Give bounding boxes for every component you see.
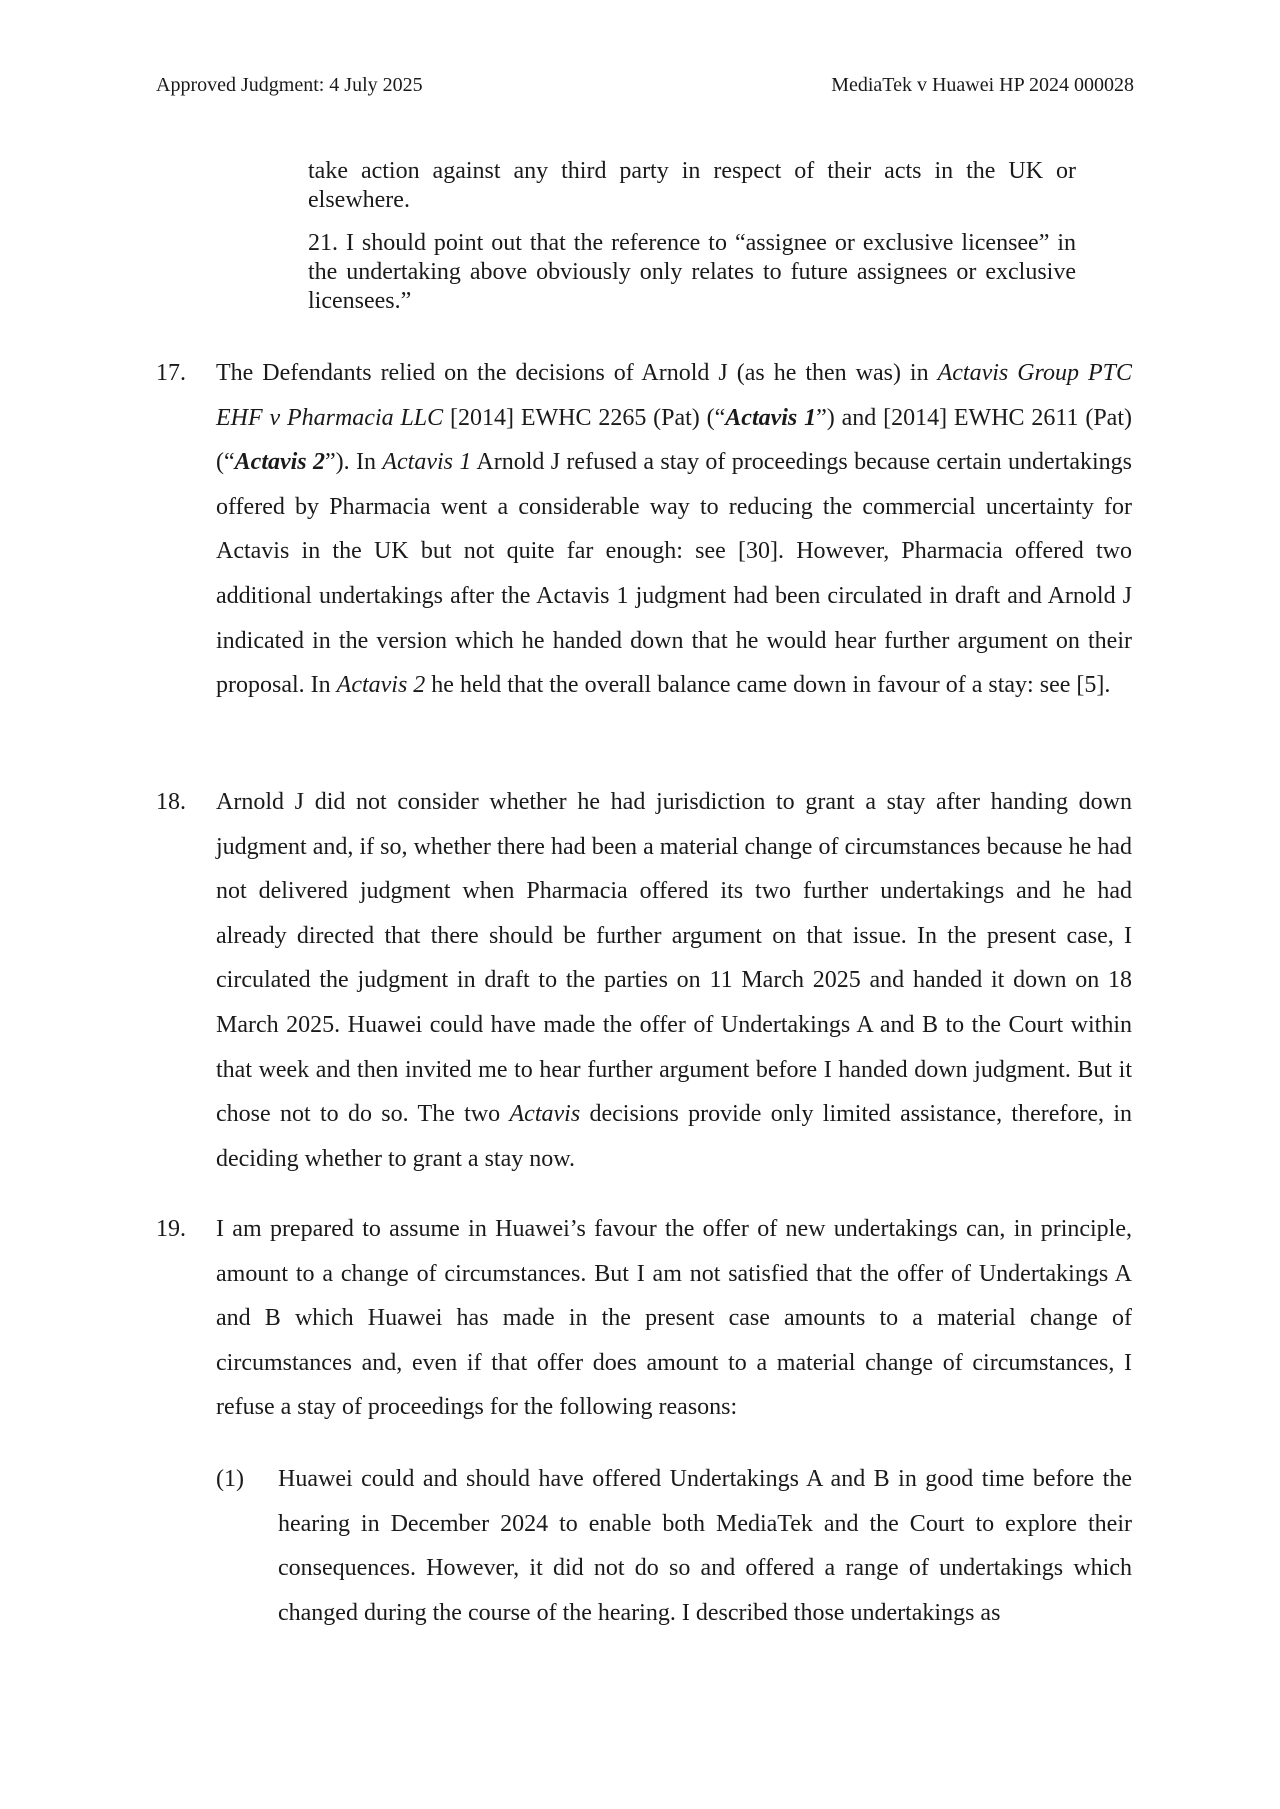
- header-judgment-date: Approved Judgment: 4 July 2025: [156, 74, 423, 96]
- text-run: decisions provide only limited assistance, therefore, in deciding whether to grant a stay now.: [216, 1101, 1132, 1172]
- paragraph-body: [216, 780, 1132, 1181]
- text-run: he held that the overall balance came down in favour of a stay: see [5].: [425, 672, 1111, 699]
- paragraph-number: 19.: [156, 1216, 186, 1242]
- sub-paragraph-1: [216, 1457, 1132, 1635]
- text-run: ”). In: [325, 449, 383, 476]
- paragraph-body: I am prepared to assume in Huawei’s favour the offer of new undertakings can, in principle, amount to a change of circumstances. But I am not satisfied that the offer of Undertakings A and B which Huawei has made in the present case amounts to a material change of circumstances and, even if that offer does amount to a material change of circumstances, I refuse a stay of proceedings for the following reasons:: [216, 1216, 1132, 1421]
- quote-paragraph-21-text: 21. I should point out that the reference to “assignee or exclusive licensee” in the undertaking above obviously only relates to future assignees or exclusive licensees.”: [308, 230, 1076, 314]
- case-name-italic: Actavis 2: [336, 672, 426, 699]
- paragraph-17: [156, 351, 1132, 708]
- text-run: [2014] EWHC 2265 (Pat) (“: [443, 404, 726, 431]
- paragraph-19: [156, 1207, 1132, 1430]
- case-name-italic: Actavis 1: [382, 449, 472, 476]
- case-name-italic: Actavis Group PTC EHF v Pharmacia LLC: [216, 360, 1132, 431]
- quote-paragraph-21: [308, 229, 1076, 316]
- case-name-italic: Actavis: [509, 1101, 581, 1128]
- text-run: Arnold J did not consider whether he had jurisdiction to grant a stay after handing down judgment and, if so, whether there had been a material change of circumstances because he had not delivered judgment when Pharmacia offered its two further undertakings and he had already directed that there should be further argument on that issue. In the present case, I circulated the judgment in draft to the parties on 11 March 2025 and handed it down on 18 March 2025. Huawei could have made the offer of Undertakings A and B to the Court within that week and then invited me to hear further argument before I handed down judgment. But it chose not to do so. The two: [216, 789, 1132, 1128]
- paragraph-body: [216, 351, 1132, 708]
- quote-continuation: [308, 157, 1076, 215]
- defined-term-actavis-1: Actavis 1: [725, 404, 817, 431]
- text-run: ”) and [2014] EWHC 2611 (Pat) (“: [216, 404, 1132, 476]
- text-run: The Defendants relied on the decisions of Arnold J (as he then was) in: [216, 360, 938, 386]
- sub-paragraph-body: Huawei could and should have offered Undertakings A and B in good time before the hearing in December 2024 to enable both MediaTek and the Court to explore their consequences. However, it did not do so and offered a range of undertakings which changed during the course of the hearing. I described those undertakings as: [278, 1466, 1132, 1626]
- paragraph-number: 17.: [156, 360, 186, 386]
- paragraph-18: [156, 780, 1132, 1181]
- paragraph-number: 18.: [156, 789, 186, 815]
- defined-term-actavis-2: Actavis 2: [234, 449, 325, 476]
- text-run: Arnold J refused a stay of proceedings because certain undertakings offered by Pharmacia went a considerable way to reducing the commercial uncertainty for Actavis in the UK but not quite far enough: see [30]. However, Pharmacia offered two additional undertakings after the Actavis 1 judgment had been circulated in draft and Arnold J indicated in the version which he handed down that he would hear further argument on their proposal. In: [216, 449, 1133, 699]
- quote-continuation-text: take action against any third party in respect of their acts in the UK or elsewhere.: [308, 158, 1076, 213]
- header-case-reference: MediaTek v Huawei HP 2024 000028: [831, 74, 1134, 96]
- page-header: [156, 74, 1134, 104]
- sub-paragraph-number: (1): [216, 1466, 244, 1492]
